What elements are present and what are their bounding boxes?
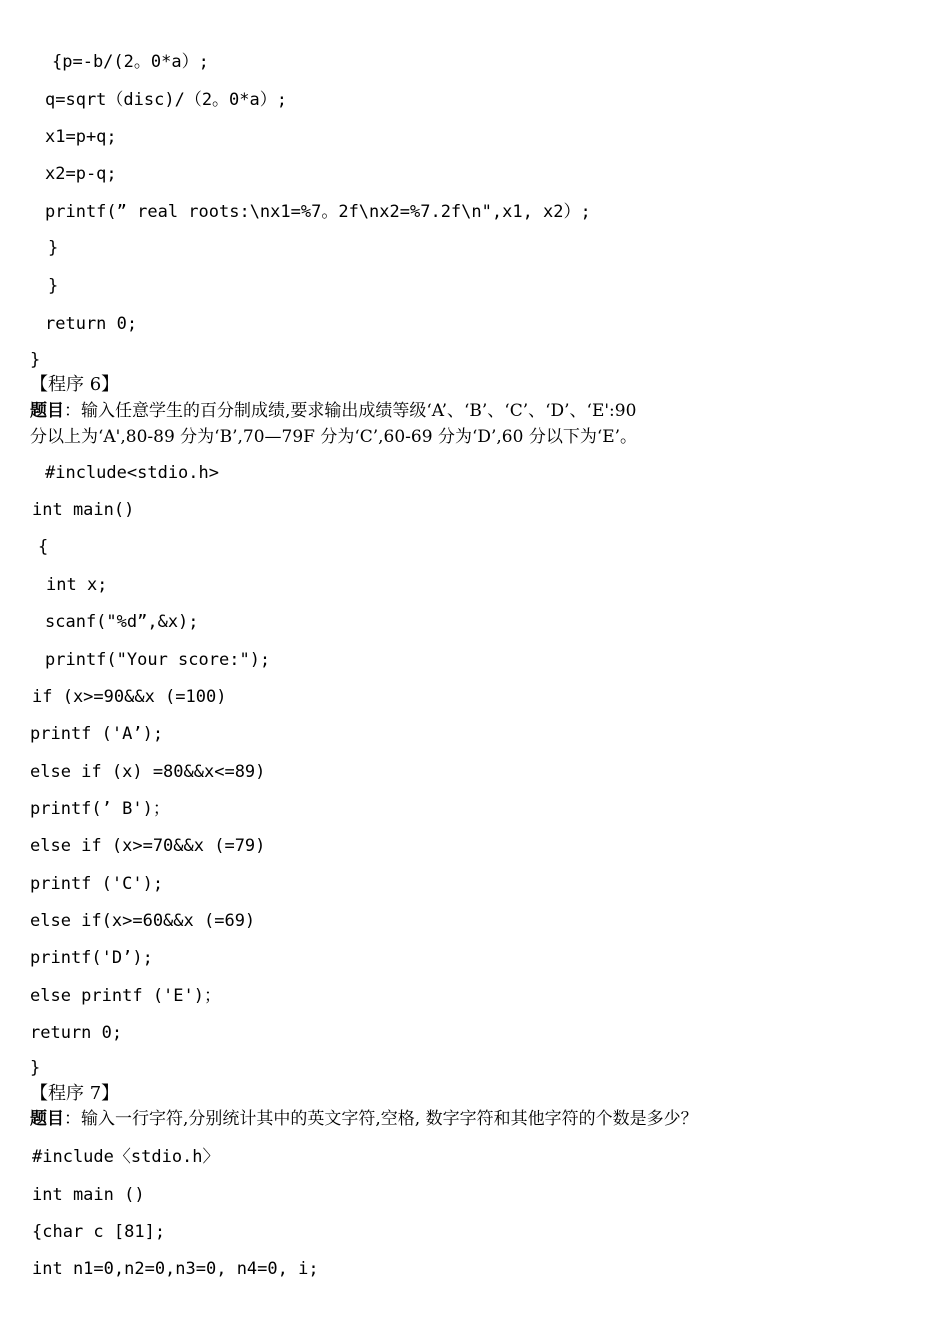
- code-line: }: [30, 1058, 41, 1078]
- problem-statement-line: [30, 398, 636, 424]
- title-label: 题目: [30, 1109, 64, 1129]
- code-line: int main(): [32, 500, 135, 520]
- code-line: int n1=0,n2=0,n3=0, n4=0, i;: [32, 1259, 319, 1279]
- code-line: printf('D’);: [30, 948, 153, 968]
- code-line: if (x>=90&&x (=100): [32, 687, 227, 707]
- code-line: printf ('C');: [30, 874, 164, 894]
- code-line: else if (x>=70&&x (=79): [30, 836, 266, 856]
- program-heading: 【程序 7】: [30, 1083, 120, 1104]
- code-line: #include<stdio.h>: [45, 463, 219, 483]
- code-line: else printf ('E')；: [30, 986, 221, 1006]
- code-line: return 0;: [30, 1023, 123, 1043]
- title-text: ：输入任意学生的百分制成绩,要求输出成绩等级‘A’、‘B’、‘C’、‘D’、‘E':90: [64, 401, 637, 421]
- code-line: x2=p-q;: [45, 164, 117, 184]
- code-line: x1=p+q;: [45, 127, 117, 147]
- code-line: printf ('A’);: [30, 724, 164, 744]
- code-line: q=sqrt（disc)/（2。0*a）;: [45, 90, 287, 110]
- code-line: printf("Your score:");: [45, 650, 271, 670]
- code-line: else if(x>=60&&x (=69): [30, 911, 256, 931]
- title-text: ：输入一行字符,分别统计其中的英文字符,空格, 数字字符和其他字符的个数是多少？: [64, 1109, 698, 1129]
- program-heading: 【程序 6】: [30, 374, 120, 395]
- code-line: printf(’ B')；: [30, 799, 170, 819]
- problem-statement-line: [30, 1106, 698, 1132]
- code-line: scanf("%d”,&x);: [45, 612, 199, 632]
- code-line: }: [30, 350, 41, 370]
- code-line: #include〈stdio.h〉: [32, 1147, 220, 1167]
- code-line: }: [48, 276, 59, 296]
- code-line: printf(” real roots:\nx1=%7。2f\nx2=%7.2f\n",x1, x2）;: [45, 202, 591, 222]
- code-line: else if (x) =80&&x<=89): [30, 762, 266, 782]
- code-line: return 0;: [45, 314, 138, 334]
- code-line: {p=-b/(2。0*a）;: [52, 52, 209, 72]
- code-line: int x;: [46, 575, 108, 595]
- title-label: 题目: [30, 401, 64, 421]
- code-line: }: [48, 238, 59, 258]
- problem-statement-line: 分以上为‘A',80-89 分为‘B’,70—79F 分为‘C’,60-69 分为‘D’,60 分以下为‘E’。: [30, 427, 638, 447]
- code-line: int main (): [32, 1185, 145, 1205]
- code-line: {: [38, 537, 49, 557]
- code-line: {char c [81];: [32, 1222, 166, 1242]
